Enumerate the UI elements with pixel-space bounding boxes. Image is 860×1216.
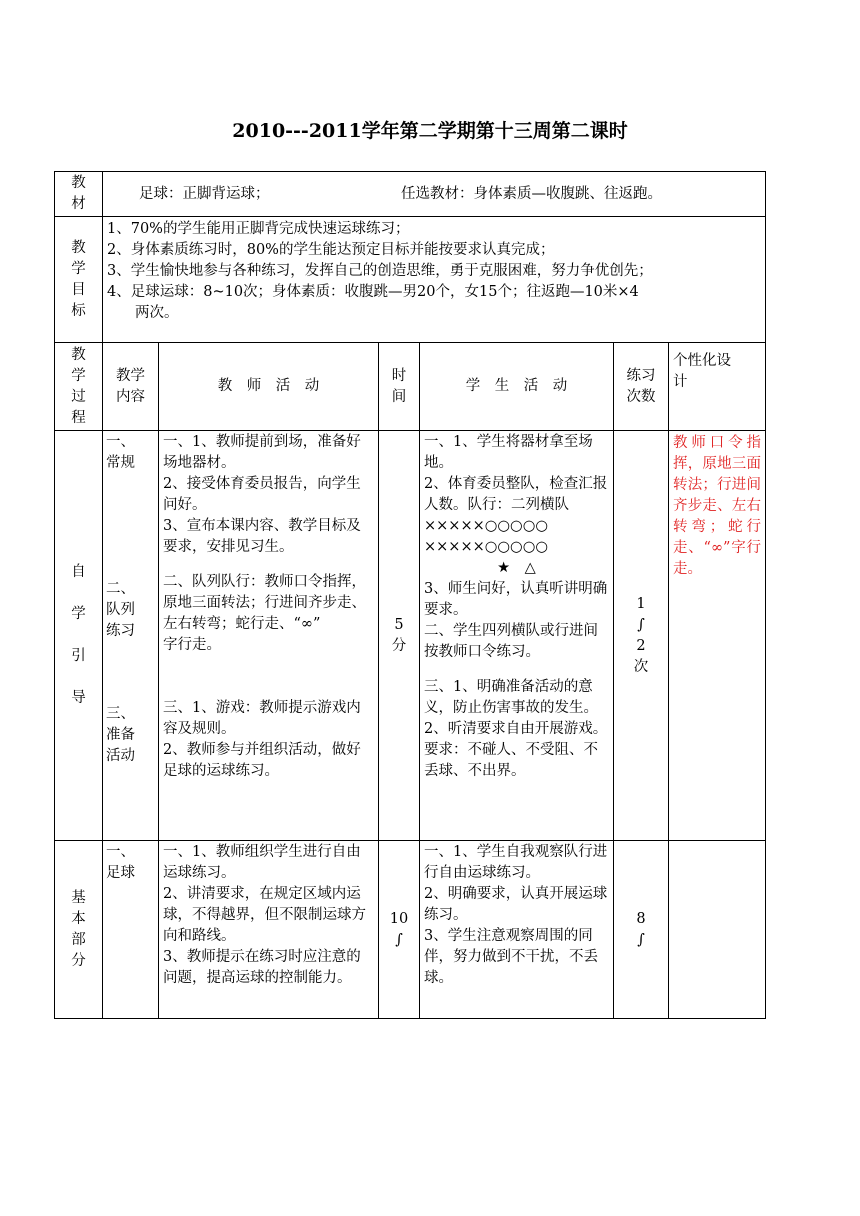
materials-cell (103, 172, 766, 217)
header-student: 学 生 活 动 (420, 343, 614, 431)
section2-design (669, 841, 766, 1019)
section2-label: 基 本 部 分 (55, 841, 103, 1019)
goal-item: 4、足球运球：8~10次；身体素质：收腹跳—男20个，女15个；往返跑—10米×4 (107, 284, 639, 300)
formation-line: ×××××○○○○○ (424, 539, 549, 555)
section1-student: 一、1、学生将器材拿至场地。 2、体育委员整队，检查汇报人数。队行：二列横队 ×××××○○○○○ ×××××○○○○○ ★ △ 3、师生问好，认真听讲明确要求。 二、学生四列横队或行进间按教师口令练习。 三、1、明确准备活动的意义，防止伤害事故的发生。2、听清要求自由开展游戏。要求：不碰人、不受阻、不丢球、不出界。 (420, 431, 614, 841)
header-time: 时 间 (379, 343, 420, 431)
section1-content (103, 431, 159, 841)
section1-count: 1 ∫ 2 次 (614, 431, 669, 841)
page-title: 2010---2011学年第二学期第十三周第二课时 (232, 120, 628, 142)
content-item: 二、 队列 练习 (106, 581, 135, 639)
materials-optional: 任选教材：身体素质—收腹跳、往返跑。 (401, 185, 662, 202)
goals-label: 教 学 目 标 (55, 217, 103, 343)
materials-label: 教 材 (55, 172, 103, 217)
section2-content: 一、 足球 (103, 841, 159, 1019)
content-item: 一、 常规 (106, 434, 135, 471)
content-item: 三、 准备 活动 (106, 706, 135, 764)
goals-cell (103, 217, 766, 343)
goal-item: 两次。 (135, 305, 179, 321)
goal-item: 2、身体素质练习时，80%的学生能达预定目标并能按要求认真完成； (107, 242, 555, 258)
formation-line: ×××××○○○○○ (424, 518, 549, 534)
goal-item: 3、学生愉快地参与各种练习，发挥自己的创造思维，勇于克服困难，努力争优创先； (107, 263, 653, 279)
lesson-plan-table (54, 171, 766, 1019)
section2-time: 10 ∫ (379, 841, 420, 1019)
section1-label: 自 学 引 导 (55, 431, 103, 841)
section1-time: 5 分 (379, 431, 420, 841)
section2-count: 8 ∫ (614, 841, 669, 1019)
section-basic-row (55, 841, 766, 1019)
goals-row (55, 217, 766, 343)
materials-main: 足球：正脚背运球； (139, 185, 270, 202)
section-self-study-row (55, 431, 766, 841)
header-content: 教学 内容 (103, 343, 159, 431)
header-count: 练习 次数 (614, 343, 669, 431)
section2-teacher: 一、1、教师组织学生进行自由运球练习。 2、讲清要求，在规定区域内运球，不得越界，但不限制运球方向和路线。 3、教师提示在练习时应注意的问题，提高运球的控制能力。 (159, 841, 379, 1019)
header-teacher: 教 师 活 动 (159, 343, 379, 431)
header-design: 个性化设 计 (669, 343, 766, 431)
materials-row (55, 172, 766, 217)
process-header-row (55, 343, 766, 431)
section1-design: 教师口令指挥，原地三面转法；行进间齐步走、左右转弯；蛇行走、“∞”字行走。 (669, 431, 766, 841)
section2-student: 一、1、学生自我观察队行进行自由运球练习。 2、明确要求，认真开展运球练习。 3、学生注意观察周围的同伴，努力做到不干扰，不丢球。 (420, 841, 614, 1019)
section1-teacher: 一、1、教师提前到场，准备好场地器材。 2、接受体育委员报告，向学生问好。 3、宣布本课内容、教学目标及要求，安排见习生。 二、队列队行：教师口令指挥，原地三面转法；行进间齐步走、左右转弯；蛇行走、“∞” 字行走。 三、1、游戏：教师提示游戏内容及规则。 2、教师参与并组织活动，做好足球的运球练习。 (159, 431, 379, 841)
header-process: 教 学 过 程 (55, 343, 103, 431)
goal-item: 1、70%的学生能用正脚背完成快速运球练习； (107, 221, 410, 237)
formation-markers: ★ △ (497, 560, 536, 576)
